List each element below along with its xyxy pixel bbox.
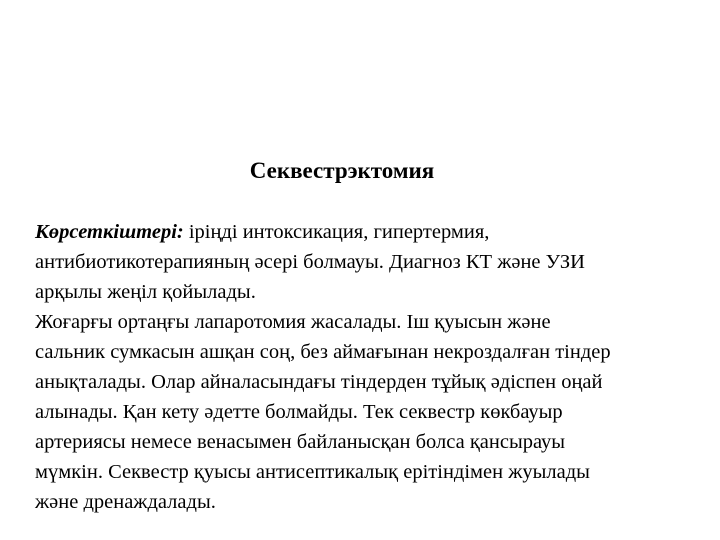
body-line-3: арқылы жеңіл қойылады.: [35, 281, 256, 303]
indications-text: іріңді интоксикация, гипертермия,: [183, 221, 490, 243]
body-line-6: анықталады. Олар айналасындағы тіндерден тұйық әдіспен оңай: [35, 371, 603, 393]
body-line-9: мүмкін. Секвестр қуысы антисептикалық ерітіндімен жуылады: [35, 461, 590, 483]
slide-body: [35, 217, 715, 517]
body-line-1: [35, 217, 715, 247]
body-line-2: антибиотикотерапияның әсері болмауы. Диагноз КТ және УЗИ: [35, 251, 585, 273]
body-line-5: сальник сумкасын ашқан соң, без аймағынан некроздалған тіндер: [35, 341, 611, 363]
body-line-8: артериясы немесе венасымен байланысқан болса қансырауы: [35, 431, 566, 453]
body-line-7: алынады. Қан кету әдетте болмайды. Тек секвестр көкбауыр: [35, 401, 563, 423]
body-line-10: және дренаждалады.: [35, 491, 216, 513]
body-line-4: Жоғарғы ортаңғы лапаротомия жасалады. Іш қуысын және: [35, 311, 551, 333]
slide-title: Секвестрэктомия: [249, 158, 435, 183]
indications-label: Көрсеткіштері:: [35, 221, 184, 243]
